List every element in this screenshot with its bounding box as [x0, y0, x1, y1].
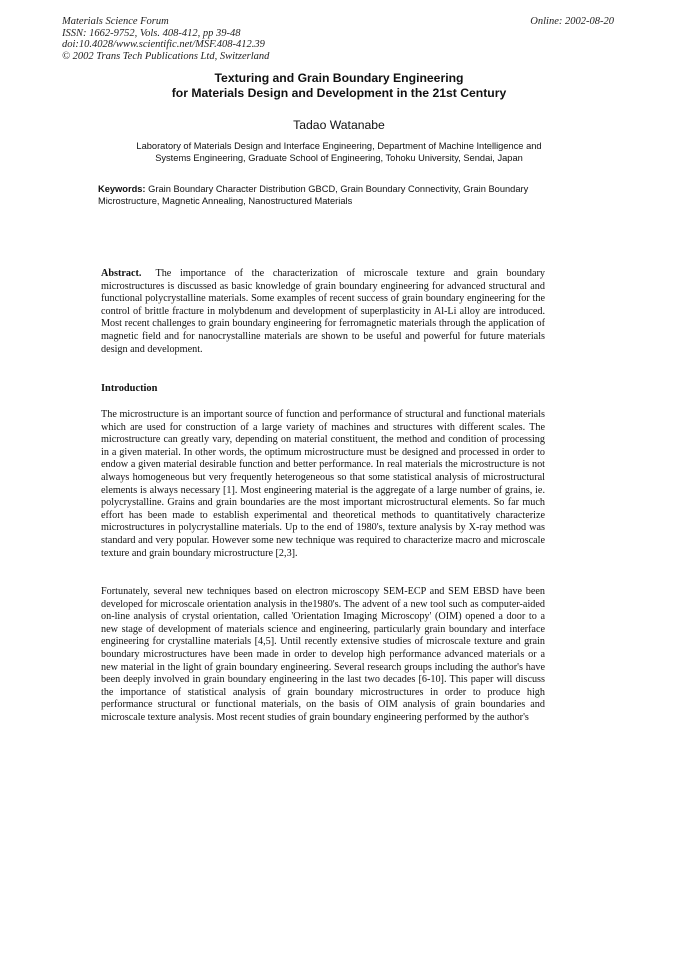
- journal-name: Materials Science Forum: [62, 16, 169, 27]
- copyright-line: © 2002 Trans Tech Publications Ltd, Switzerland: [62, 50, 270, 62]
- journal-header: [62, 16, 402, 62]
- intro-paragraph-2: Fortunately, several new techniques based on electron microscopy SEM-ECP and SEM EBSD have been developed for microscale orientation analysis in the1980's. The advent of a new tool such as computer-aided on-line analysis of crystal orientation, called 'Orientation Imaging Microscopy' (OIM) opened a door to a new stage of development of materials science and engineering, particularly grain boundary and interface engineering for crystalline materials [4,5]. Until recently extensive studies of microscale texture and grain boundary microstructures have been made in order to develop high performance advanced materials or a new material in the light of grain boundary engineering. Several research groups including the author's have been deeply involved in grain boundary engineering in the last two decades [6-10]. This paper will discuss the importance of statistical analysis of grain boundary microstructures in order to produce high performance structural or functional materials, on the basis of OIM analysis of grain boundaries and microscale texture analysis. Most recent studies of grain boundary engineering performed by the author's: [101, 586, 545, 723]
- abstract: [101, 268, 545, 356]
- affiliation: [92, 140, 586, 164]
- abstract-text: The importance of the characterization of microscale texture and grain boundary microstructures is discussed as basic knowledge of grain boundary engineering for advanced structural and functional polycrystalline materials. Some examples of recent success of grain boundary engineering for the control of brittle fracture in molybdenum and development of superplasticity in Al-Li alloy are introduced. Most recent challenges to grain boundary engineering for ferromagnetic materials through the application of magnetic field and for nanocrystalline materials are shown to be useful and powerful for future materials design and development.: [101, 268, 545, 355]
- title-line-2: for Materials Design and Development in the 21st Century: [171, 86, 507, 100]
- issn-line: ISSN: 1662-9752, Vols. 408-412, pp 39-48: [62, 27, 241, 39]
- affiliation-line-1: Laboratory of Materials Design and Interface Engineering, Department of Machine Intelligence and: [136, 141, 542, 151]
- title-line-1: Texturing and Grain Boundary Engineering: [214, 71, 464, 85]
- section-heading-introduction: Introduction: [101, 383, 158, 394]
- paper-title: [100, 71, 578, 101]
- abstract-label: Abstract.: [101, 268, 142, 279]
- keywords-label: Keywords:: [98, 184, 146, 194]
- author-name: Tadao Watanabe: [293, 118, 385, 132]
- online-date: Online: 2002-08-20: [530, 16, 614, 27]
- keywords-text: Grain Boundary Character Distribution GBCD, Grain Boundary Connectivity, Grain Boundary Microstructure, Magnetic Annealing, Nanostructured Materials: [98, 184, 529, 207]
- keywords: [98, 183, 580, 207]
- affiliation-line-2: Systems Engineering, Graduate School of Engineering, Tohoku University, Sendai, Japan: [155, 153, 523, 164]
- intro-paragraph-1: The microstructure is an important source of function and performance of structural and functional materials which are used for construction of a large variety of machines and structures with different scales. The microstructure can greatly vary, depending on material constituent, the method and condition of processing in a given material. In other words, the optimum microstructure must be designed and processed in order to endow a given material desirable function and better performance. In real materials the microstructure is not always homogeneous but very frequently heterogeneous so that some statistical analysis of microstructural elements is always necessary [1]. Most engineering material is the aggregate of a large number of grains, ie. polycrystalline. Grains and grain boundaries are the most important microstructural elements. So far much effort has been made to establish experimental and theoretical methods to quantitatively characterize microstructures in polycrystalline materials. Up to the end of 1980's, texture analysis by X-ray method was standard and very popular. However some new technique was required to characterize macro and microscale texture and grain boundary microstructure [2,3].: [101, 409, 545, 559]
- doi-line: doi:10.4028/www.scientific.net/MSF.408-412.39: [62, 39, 265, 51]
